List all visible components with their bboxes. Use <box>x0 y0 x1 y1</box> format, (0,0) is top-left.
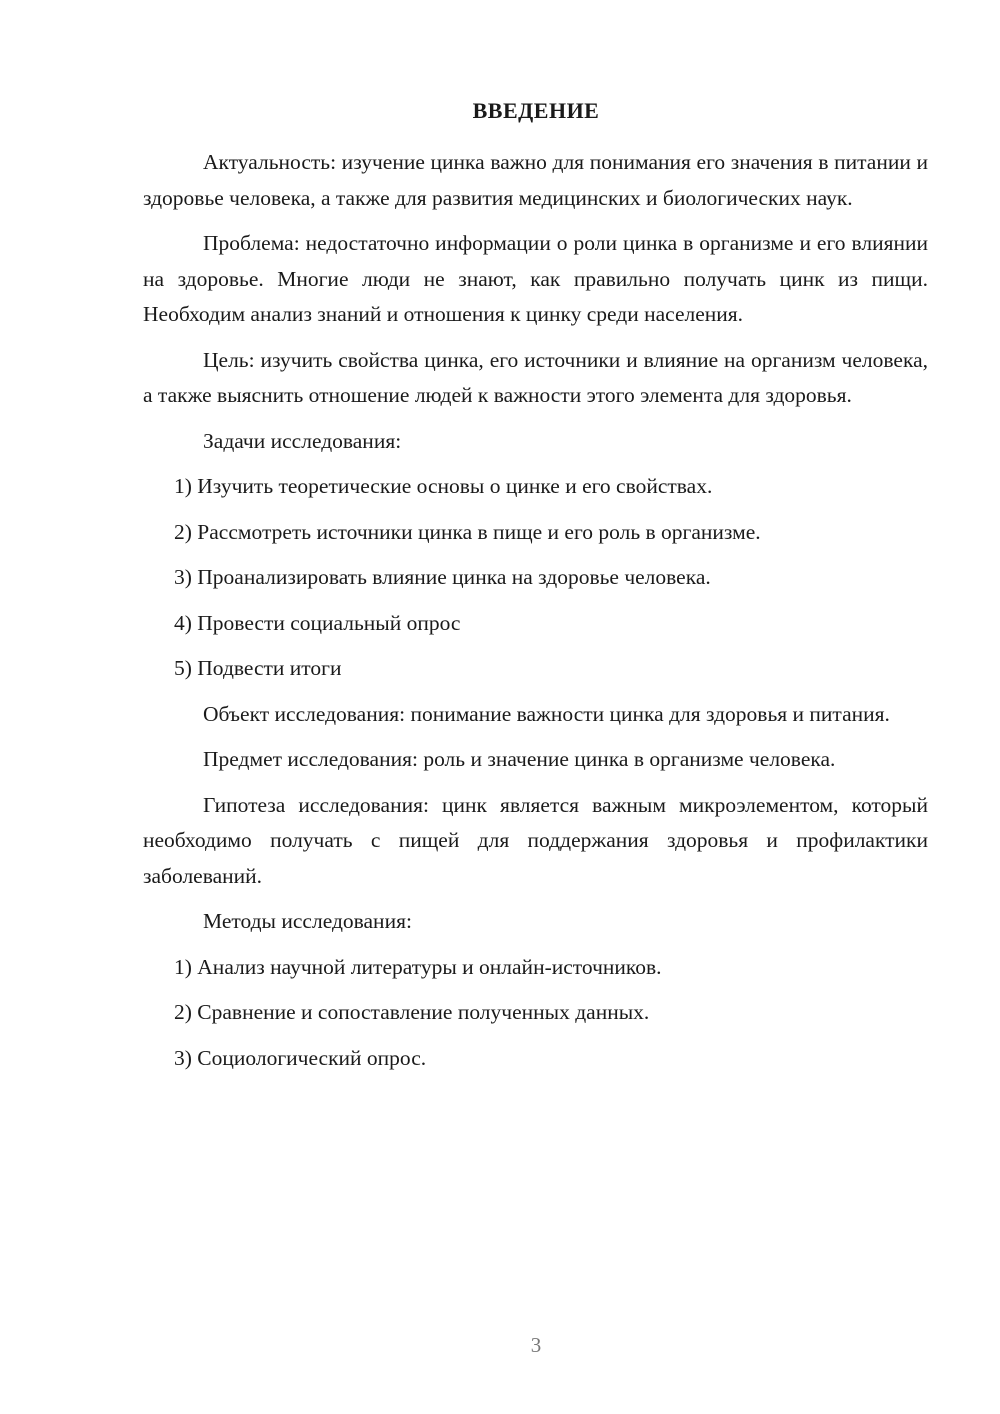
document-body <box>143 145 928 1086</box>
relevance-paragraph: Актуальность: изучение цинка важно для понимания его значения в питании и здоровье человека, а также для развития медицинских и биологических наук. <box>143 150 928 210</box>
method-item: 3) Социологический опрос. <box>174 1045 427 1070</box>
task-item: 4) Провести социальный опрос <box>174 610 461 635</box>
subject-paragraph: Предмет исследования: роль и значение цинка в организме человека. <box>203 747 836 771</box>
task-item: 5) Подвести итоги <box>174 656 342 680</box>
method-item: 2) Сравнение и сопоставление полученных данных. <box>174 1000 650 1024</box>
tasks-heading: Задачи исследования: <box>203 428 402 453</box>
methods-heading: Методы исследования: <box>203 909 412 933</box>
hypothesis-paragraph: Гипотеза исследования: цинк является важным микроэлементом, который необходимо получать с пищей для поддержания здоровья и профилактики заболеваний. <box>143 792 928 888</box>
task-item: 2) Рассмотреть источники цинка в пище и его роль в организме. <box>174 519 761 544</box>
method-item: 1) Анализ научной литературы и онлайн-источников. <box>174 954 662 979</box>
task-item: 3) Проанализировать влияние цинка на здоровье человека. <box>174 565 711 589</box>
page-number: 3 <box>530 1333 542 1357</box>
goal-paragraph: Цель: изучить свойства цинка, его источники и влияние на организм человека, а также выяснить отношение людей к важности этого элемента для здоровья. <box>143 347 928 407</box>
object-paragraph: Объект исследования: понимание важности цинка для здоровья и питания. <box>203 701 890 726</box>
page-title: ВВЕДЕНИЕ <box>472 98 600 123</box>
problem-paragraph: Проблема: недостаточно информации о роли цинка в организме и его влиянии на здоровье. Многие люди не знают, как правильно получать цинк из пищи. Необходим анализ знаний и отношения к цинку среди населения. <box>143 231 928 326</box>
task-item: 1) Изучить теоретические основы о цинке и его свойствах. <box>174 474 713 498</box>
